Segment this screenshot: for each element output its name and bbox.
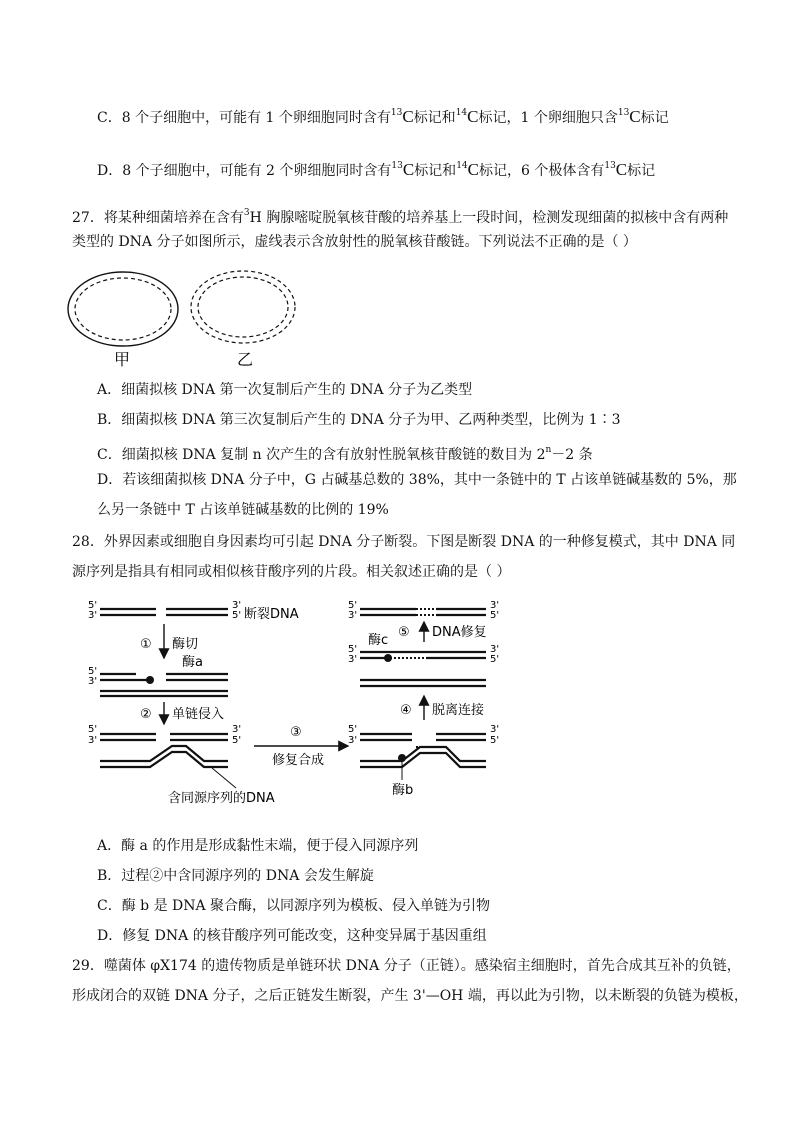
enzyme-a-dot <box>146 676 154 684</box>
svg-text:5': 5' <box>490 654 500 665</box>
label-broken-dna: 断裂DNA <box>244 607 299 622</box>
q27-option-d-line1: D．若该细菌拟核 DNA 分子中，G 占碱基总数的 38%，其中一条链中的 T 占该单链碱基数的 5%，那 <box>97 472 737 488</box>
svg-text:3': 3' <box>232 724 242 735</box>
yi-inner-strand <box>198 277 288 337</box>
q26-option-c: C．8 个子细胞中，可能有 1 个卵细胞同时含有$^{13}$C标记和$^{14}$C标记，1 个卵细胞只含$^{13}$C标记 <box>97 107 669 126</box>
q29-stem-line1: 29．噬菌体 φX174 的遗传物质是单链环状 DNA 分子（正链）。感染宿主细胞时，首先合成其互补的负链， <box>72 958 741 974</box>
jia-outer-strand <box>68 272 178 346</box>
q27-option-d-line2: 么另一条链中 T 占该单链碱基数的比例的 19% <box>97 502 389 518</box>
q28-option-b: B．过程②中含同源序列的 DNA 会发生解旋 <box>97 868 374 884</box>
svg-text:5': 5' <box>88 724 98 735</box>
svg-text:5': 5' <box>232 610 242 621</box>
q27-stem-line1: 27．将某种细菌培养在含有$^3$H 胸腺嘧啶脱氧核苷酸的培养基上一段时间，检测发现细菌的拟核中含有两种 <box>72 208 729 226</box>
label-enzyme-a: 酶a <box>182 655 203 670</box>
label-step4: ④ <box>400 703 412 718</box>
label-step5-name: DNA修复 <box>432 625 487 640</box>
label-step1: ① <box>140 637 152 652</box>
svg-text:5': 5' <box>348 600 358 611</box>
q27-dna-figure <box>62 264 312 374</box>
label-step2-name: 单链侵入 <box>172 707 225 722</box>
svg-text:3': 3' <box>88 735 98 746</box>
svg-text:3': 3' <box>348 610 358 621</box>
label-enzyme-b: 酶b <box>392 783 414 798</box>
q28-stem-line2: 源序列是指具有相同或相似核苷酸序列的片段。相关叙述正确的是（ ） <box>72 564 511 580</box>
label-step3: ③ <box>290 725 302 740</box>
label-step1-name: 酶切 <box>172 637 199 652</box>
label-step2: ② <box>140 707 152 722</box>
q27-option-b: B．细菌拟核 DNA 第三次复制后产生的 DNA 分子为甲、乙两种类型，比例为 1∶3 <box>97 412 621 428</box>
q29-stem-line2: 形成闭合的双链 DNA 分子，之后正链发生断裂，产生 3'—OH 端，再以此为引物，以未断裂的负链为模板， <box>72 988 748 1004</box>
label-enzyme-c: 酶c <box>368 633 389 648</box>
enzyme-c-dot <box>384 654 392 662</box>
svg-text:5': 5' <box>490 735 500 746</box>
yi-outer-strand <box>191 271 295 343</box>
svg-text:3': 3' <box>232 600 242 611</box>
q27-stem-line2: 类型的 DNA 分子如图所示，虚线表示含放射性的脱氧核苷酸链。下列说法不正确的是（ ） <box>72 234 637 250</box>
svg-text:5': 5' <box>490 610 500 621</box>
q27-option-c: C．细菌拟核 DNA 复制 n 次产生的含有放射性脱氧核苷酸链的数目为 $2^n-2$ 条 <box>97 445 593 463</box>
label-yi: 乙 <box>237 350 254 369</box>
label-homolog-dna: 含同源序列的DNA <box>168 791 275 806</box>
svg-text:3': 3' <box>490 644 500 655</box>
jia-inner-strand <box>75 278 171 340</box>
q28-option-c: C．酶 b 是 DNA 聚合酶，以同源序列为模板、侵入单链为引物 <box>97 898 491 914</box>
svg-text:3': 3' <box>348 735 358 746</box>
q28-option-d: D．修复 DNA 的核苷酸序列可能改变，这种变异属于基因重组 <box>97 928 487 944</box>
label-step5: ⑤ <box>398 625 410 640</box>
q28-dna-repair-figure <box>86 596 506 810</box>
q28-option-a: A．酶 a 的作用是形成黏性末端，便于侵入同源序列 <box>97 838 419 854</box>
label-step3-name: 修复合成 <box>272 753 325 768</box>
enzyme-b-dot <box>398 754 406 762</box>
label-jia: 甲 <box>114 350 131 369</box>
svg-text:5': 5' <box>348 644 358 655</box>
svg-text:3': 3' <box>88 676 98 687</box>
svg-text:5': 5' <box>232 735 242 746</box>
q28-stem-line1: 28．外界因素或细胞自身因素均可引起 DNA 分子断裂。下图是断裂 DNA 的一种修复模式，其中 DNA 同 <box>72 534 736 550</box>
q27-option-a: A．细菌拟核 DNA 第一次复制后产生的 DNA 分子为乙类型 <box>97 382 473 398</box>
svg-text:3': 3' <box>88 610 98 621</box>
label-step4-name: 脱离连接 <box>432 703 485 718</box>
svg-text:5': 5' <box>88 666 98 677</box>
svg-text:5': 5' <box>348 724 358 735</box>
svg-text:3': 3' <box>348 654 358 665</box>
svg-text:3': 3' <box>490 724 500 735</box>
svg-text:5': 5' <box>88 600 98 611</box>
svg-text:3': 3' <box>490 600 500 611</box>
q26-option-d: D．8 个子细胞中，可能有 2 个卵细胞同时含有$^{13}$C标记和$^{14}$C标记，6 个极体含有$^{13}$C标记 <box>97 160 656 179</box>
